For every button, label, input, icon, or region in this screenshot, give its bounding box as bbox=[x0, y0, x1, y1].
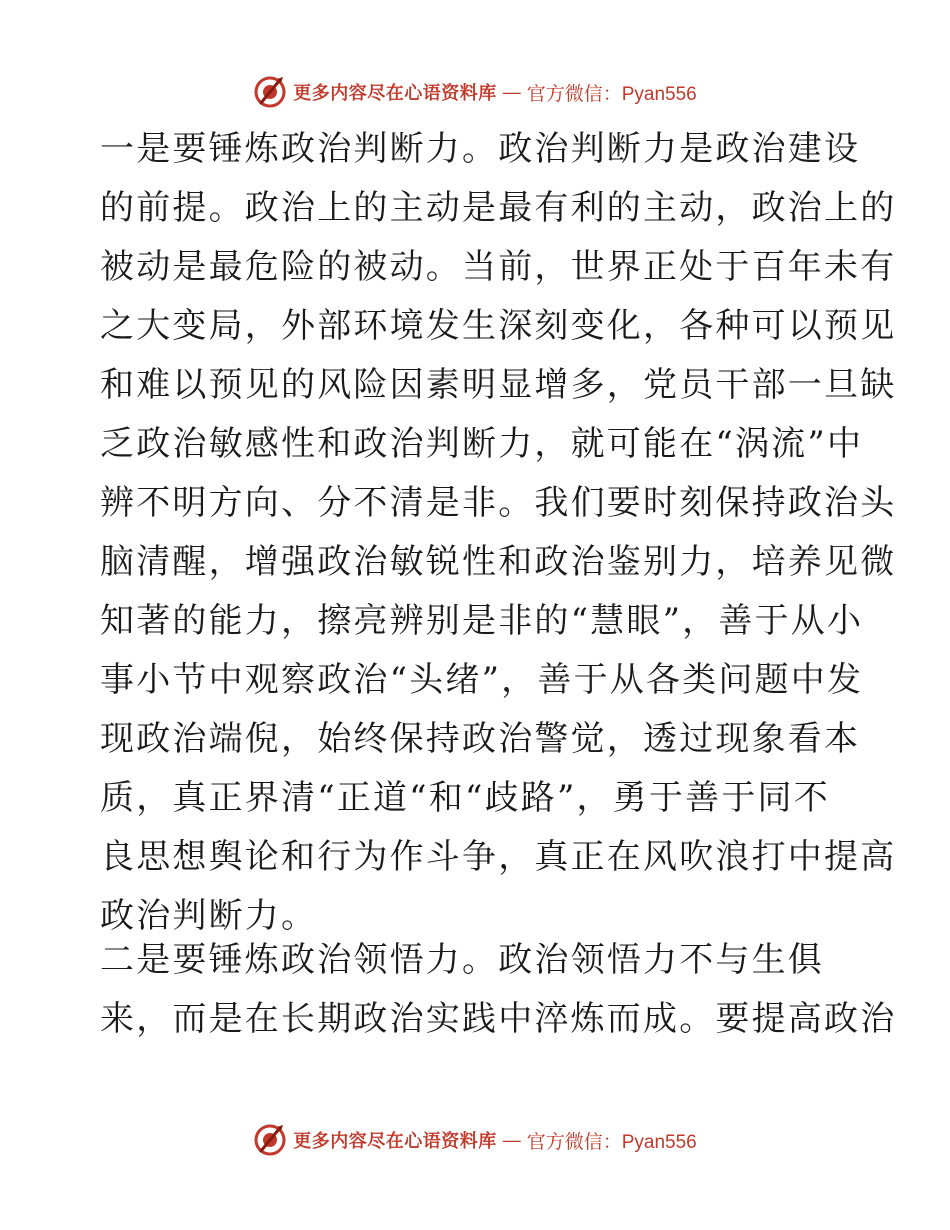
footer-promo-text: 更多内容尽在心语资料库 bbox=[293, 1131, 497, 1152]
paragraph-2 bbox=[100, 931, 897, 1049]
text-line: 和难以预见的风险因素明显增多，党员干部一旦缺 bbox=[100, 365, 897, 405]
text-line: 二是要锤炼政治领悟力。政治领悟力不与生俱 bbox=[100, 940, 824, 980]
header-account-label: 官方微信：Pyan556 bbox=[526, 83, 697, 105]
footer-account-label: 官方微信：Pyan556 bbox=[526, 1131, 697, 1153]
footer-separator: — bbox=[502, 1129, 521, 1150]
text-line: 来，而是在长期政治实践中淬炼而成。要提高政治 bbox=[100, 999, 897, 1039]
quill-seal-logo-icon bbox=[253, 1123, 287, 1157]
header-banner bbox=[0, 72, 950, 112]
text-line: 之大变局，外部环境发生深刻变化，各种可以预见 bbox=[100, 306, 897, 346]
footer-banner bbox=[0, 1120, 950, 1160]
text-line: 被动是最危险的被动。当前，世界正处于百年未有 bbox=[100, 247, 897, 287]
paragraph-1 bbox=[100, 120, 897, 946]
text-line: 知著的能力，擦亮辨别是非的“慧眼”，善于从小 bbox=[100, 601, 864, 641]
text-line: 的前提。政治上的主动是最有利的主动，政治上的 bbox=[100, 188, 897, 228]
text-line: 现政治端倪，始终保持政治警觉，透过现象看本 bbox=[100, 719, 861, 759]
text-line: 脑清醒，增强政治敏锐性和政治鉴别力，培养见微 bbox=[100, 542, 897, 582]
text-line: 质，真正界清“正道“和“歧路”，勇于善于同不 bbox=[100, 778, 830, 818]
header-separator: — bbox=[502, 81, 521, 102]
quill-seal-logo-icon bbox=[253, 75, 287, 109]
header-promo-text: 更多内容尽在心语资料库 bbox=[293, 83, 497, 104]
text-line: 政治判断力。 bbox=[100, 896, 318, 936]
text-line: 事小节中观察政治“头绪”，善于从各类问题中发 bbox=[100, 660, 864, 700]
text-line: 乏政治敏感性和政治判断力，就可能在“涡流”中 bbox=[100, 424, 864, 464]
text-line: 良思想舆论和行为作斗争，真正在风吹浪打中提高 bbox=[100, 837, 897, 877]
text-line: 辨不明方向、分不清是非。我们要时刻保持政治头 bbox=[100, 483, 897, 523]
text-line: 一是要锤炼政治判断力。政治判断力是政治建设 bbox=[100, 129, 861, 169]
